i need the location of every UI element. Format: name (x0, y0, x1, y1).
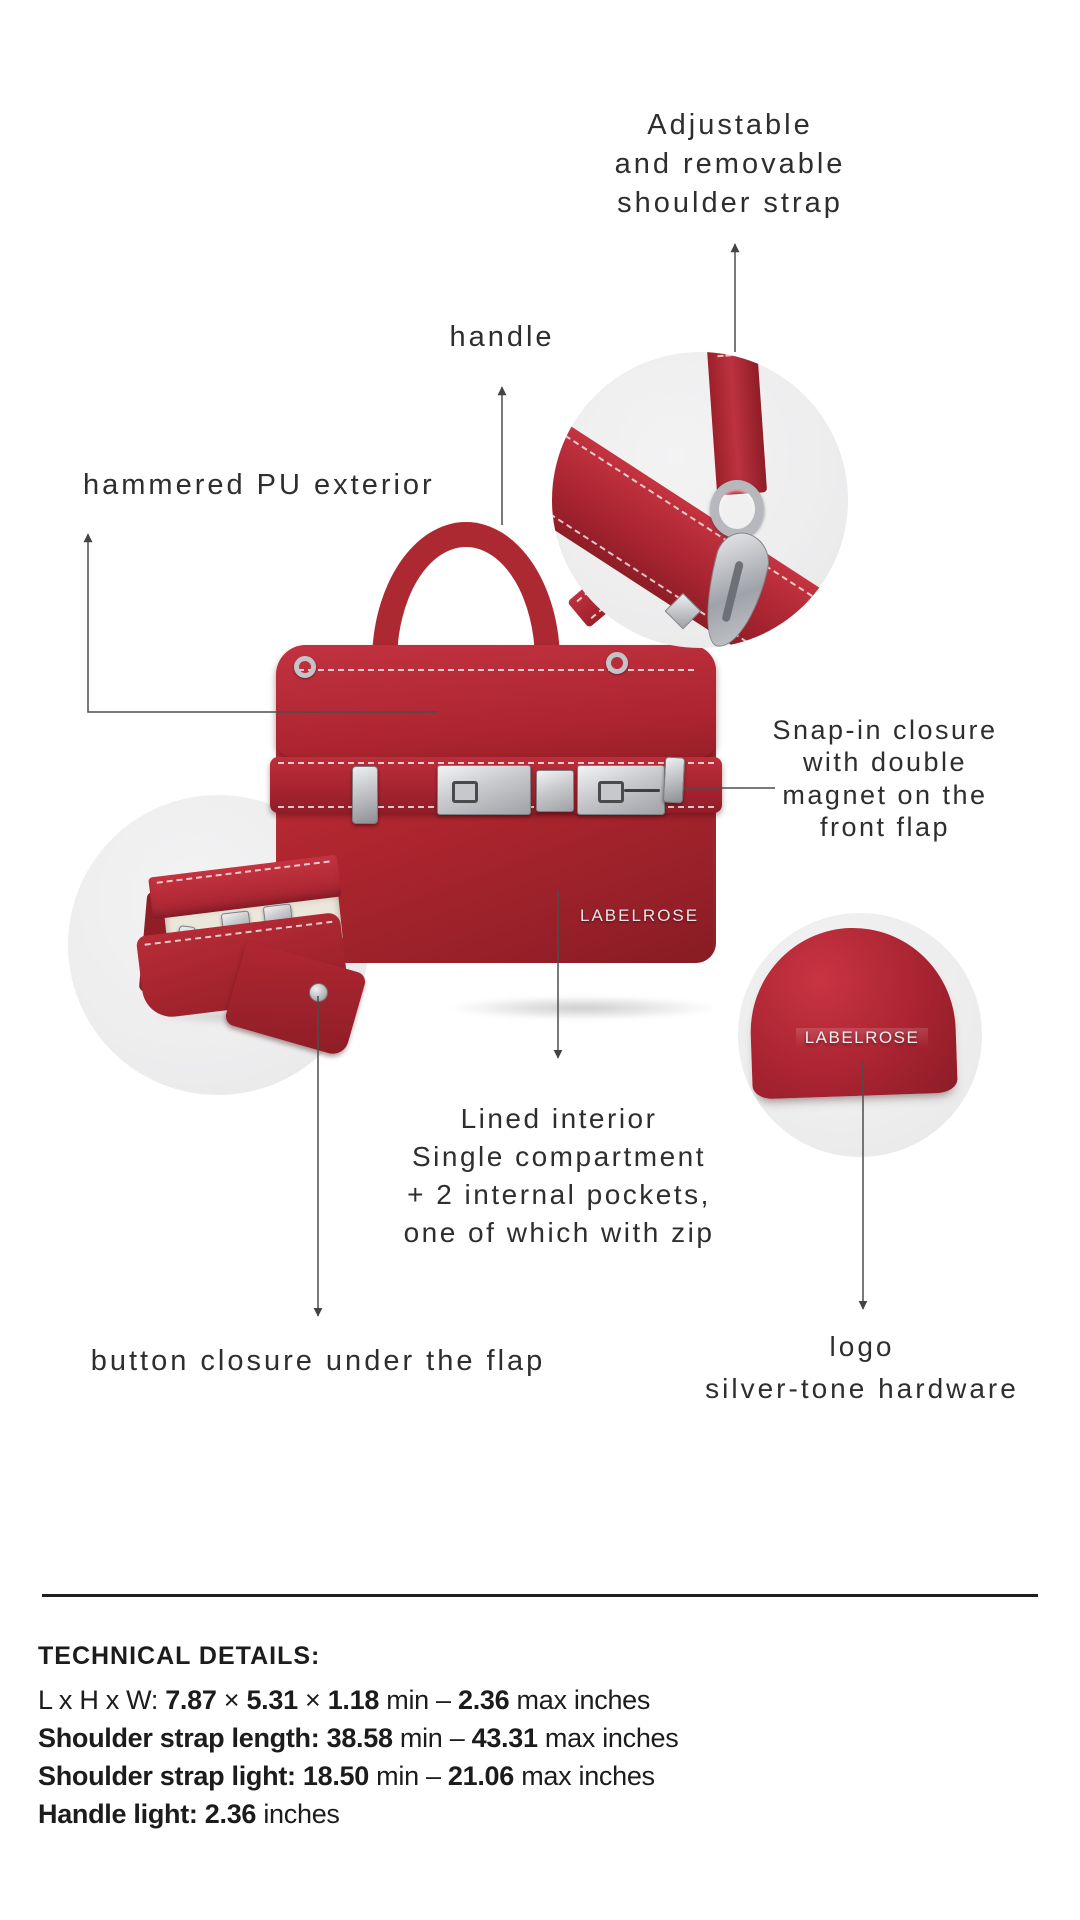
label-line: Snap-in closure (772, 715, 998, 745)
buckle-slot-line (624, 789, 660, 792)
tech-detail-row: L x H x W: 7.87 × 5.31 × 1.18 min – 2.36 max inches (38, 1685, 651, 1715)
label-line: shoulder strap (617, 187, 843, 219)
snap-button-closure (309, 983, 328, 1002)
technical-details-rows (38, 1681, 1042, 1833)
back-brand-logo: LABELROSE (796, 1028, 928, 1048)
inset-snap-hook-slot (721, 560, 744, 622)
label-line: magnet on the (782, 779, 988, 810)
buckle-plate-left (437, 765, 531, 815)
belt-keeper-left (352, 766, 378, 824)
label-line: and removable (614, 148, 846, 180)
belt-keeper-right (663, 757, 685, 804)
front-brand-logo: LABELROSE (580, 906, 700, 925)
tech-detail-row: Shoulder strap length: 38.58 min – 43.31 max inches (38, 1723, 679, 1753)
label-line: front flap (819, 812, 951, 843)
label-logo-hardware (660, 1326, 1064, 1410)
label-closure (730, 714, 1040, 844)
logo-inset-circle (738, 913, 982, 1157)
label-line: Lined interior (460, 1103, 658, 1134)
tech-detail-row: Handle light: 2.36 inches (38, 1799, 340, 1829)
bag-front-flap (276, 645, 716, 757)
label-line: one of which with zip (403, 1217, 715, 1248)
inset-swivel-ring (710, 480, 764, 538)
strap-d-ring-right (606, 652, 628, 674)
label-interior (383, 1100, 735, 1252)
strap-d-ring-left (294, 656, 316, 678)
label-line: + 2 internal pockets, (407, 1179, 711, 1210)
technical-details-section (38, 1642, 1042, 1833)
label-line: silver-tone hardware (705, 1373, 1019, 1404)
label-line: logo (829, 1331, 895, 1362)
label-exterior: hammered PU exterior (83, 469, 435, 501)
label-line: with double (802, 747, 968, 778)
technical-details-heading: TECHNICAL DETAILS: (38, 1642, 321, 1670)
bag-back-leather (747, 924, 958, 1099)
buckle-center-piece (536, 770, 574, 812)
strap-clasp-inset-circle (552, 352, 848, 648)
section-divider (42, 1594, 1038, 1597)
label-button-closure: button closure under the flap (90, 1345, 546, 1377)
label-handle: handle (449, 321, 555, 353)
tech-detail-row: Shoulder strap light: 18.50 min – 21.06 max inches (38, 1761, 655, 1791)
bag-ground-shadow (445, 996, 720, 1020)
label-line: Single compartment (411, 1141, 706, 1172)
label-shoulder-strap (520, 106, 940, 223)
label-line: Adjustable (647, 109, 813, 141)
inset-strap-end (707, 352, 767, 496)
